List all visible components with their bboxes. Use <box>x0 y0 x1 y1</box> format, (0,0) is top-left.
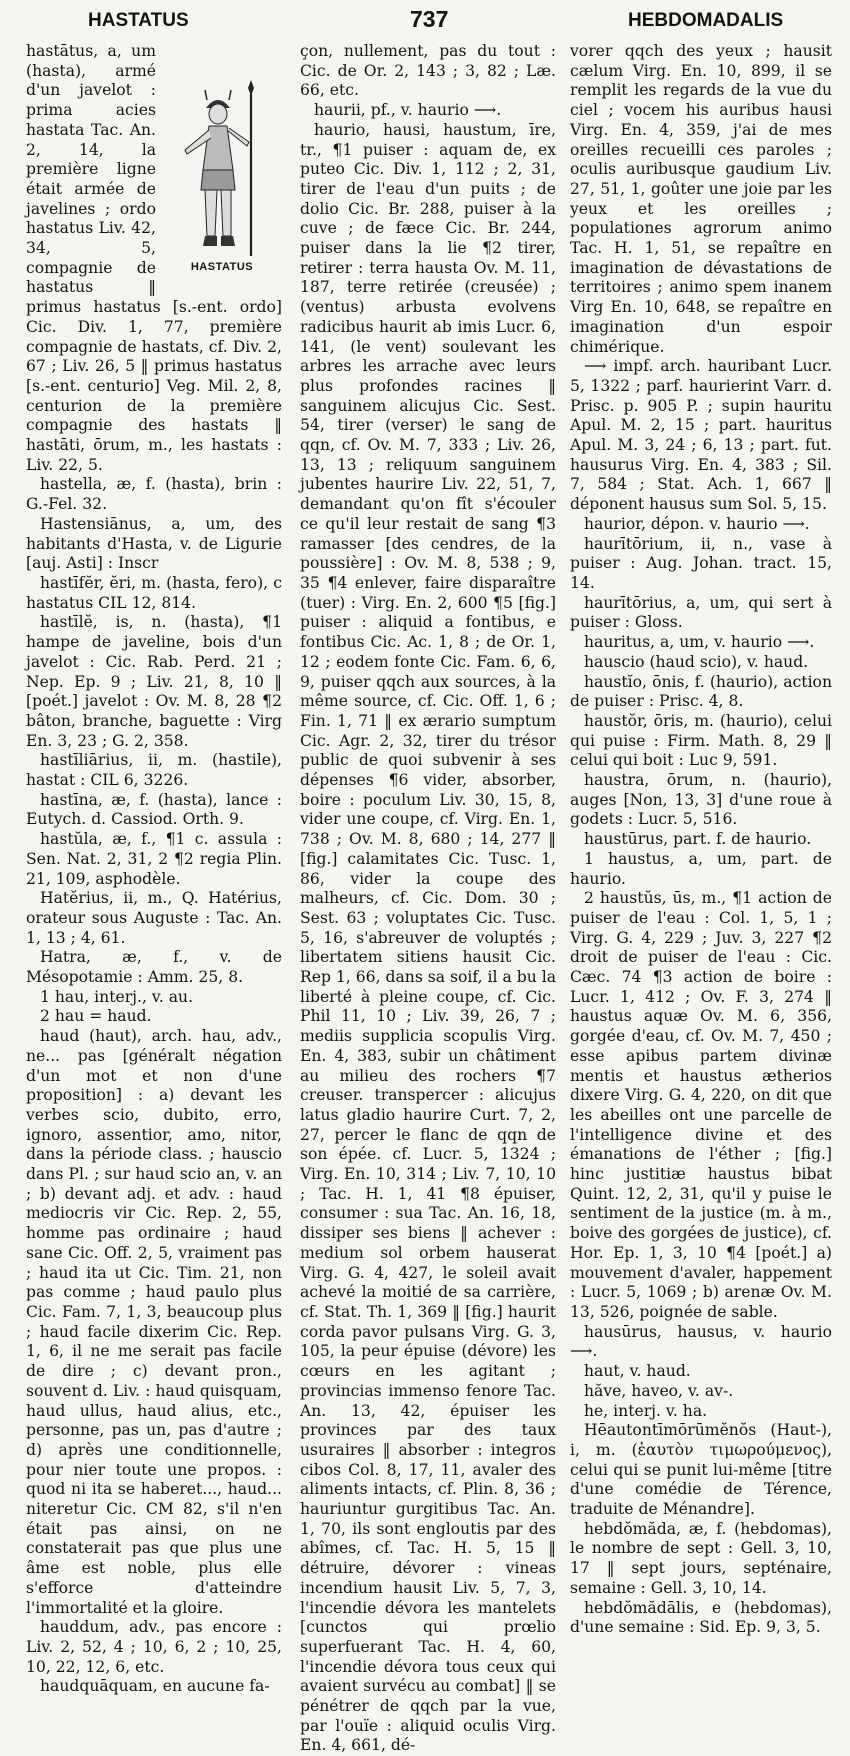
entry-haurio: haurio, hausi, haustum, īre, tr., ¶1 puiser : aquam de, ex puteo Cic. Div. 1, 112 ; 2, 31, tirer de l'eau d'un puits ; de dolio Cic. Br. 288, puiser à la cuve ; de fæce Cic. Br. 244, puiser dans la lie ¶2 tirer, retirer : terra hausta Ov. M. 11, 187, terre retirée (creusée) ; (ventus) arbusta evolvens radicibus haurit ab imis Lucr. 6, 141, (le vent) soulevant les arbres les arrache avec leurs plus profondes racines ‖ sanguinem alicujus Cic. Sest. 54, tirer (verser) le sang de qqn, cf. Ov. M. 7, 333 ; Liv. 26, 13, 13 ; reliquum sanguinem jubentes haurire Liv. 22, 51, 7, demandant qu'on fît s'écouler ce qu'il leur restait de sang ¶3 ramasser [des cendres, de la poussière] : Ov. M. 8, 538 ; 9, 35 ¶4 enlever, faire disparaître (tuer) : Virg. En. 2, 600 ¶5 [fig.] puiser : aliquid a fontibus, e fontibus Cic. Ac. 1, 8 ; de Or. 1, 12 ; eodem fonte Cic. Fam. 6, 6, 9, puiser qqch aux sources, à la même source, cf. Cic. Off. 1, 6 ; Fin. 1, 71 ‖ ex ærario sumptum Cic. Agr. 2, 32, tirer du trésor public de quoi subvenir à ses dépenses ¶6 vider, absorber, boire : poculum Liv. 30, 15, 8, vider une coupe, cf. Virg. En. 1, 738 ; Ov. M. 8, 680 ; 14, 277 ‖ [fig.] calamitates Cic. Tusc. 1, 86, vider la coupe des malheurs, cf. Cic. Dom. 30 ; Sest. 63 ; voluptates Cic. Tusc. 5, 16, s'abreuver de voluptés ; libertatem sitiens hausit Cic. Rep 1, 66, dans sa soif, il a bu la liberté à pleine coupe, cf. Cic. Phil 11, 10 ; Liv. 39, 26, 7 ; mediis supplicia scopulis Virg. En. 4, 383, subir un châtiment au milieu des rochers ¶7 creuser. transpercer : alicujus latus gladio haurire Curt. 7, 2, 27, percer le flanc de qqn de son épée. cf. Lucr. 5, 1324 ; Virg. En. 10, 314 ; Liv. 7, 10, 10 ; Tac. H. 1, 41 ¶8 épuiser, consumer : sua Tac. An. 16, 18, dissiper ses biens ‖ achever : medium sol orbem hauserat Virg. G. 4, 427, le soleil avait achevé la moitié de sa carrière, cf. Stat. Th. 1, 369 ‖ [fig.] haurit corda pavor pulsans Virg. G. 3, 105, la peur épuise (dévore) les cœurs en les agitant ; provincias immenso fenore Tac. An. 13, 42, épuiser les provinces par des taux usuraires ‖ absorber : integros cibos Col. 8, 17, 11, avaler des aliments intacts, cf. Plin. 8, 36 ; hauriuntur gurgitibus Tac. An. 1, 70, ils sont engloutis par des abîmes, cf. Tac. H. 5, 15 ‖ détruire, dévorer : vineas incendium hausit Liv. 5, 7, 3, l'incendie dévora les mantelets [cunctos qui prœlio superfuerant Tac. H. 4, 60, l'incendie dévora tous ceux qui avaient survécu au combat] ‖ se pénétrer de qqch par la vue, par l'ouïe : aliquid oculis Virg. En. 4, 661, dé- <box>300 120 556 1755</box>
entry: hastīlĕ, is, n. (hasta), ¶1 hampe de javeline, bois d'un javelot : Cic. Rab. Perd. 21 ; Nep. Ep. 9 ; Liv. 21, 8, 10 ‖ [poét.] javelot : Ov. M. 8, 28 ¶2 bâton, branche, baguette : Virg En. 3, 23 ; G. 2, 358. <box>26 613 282 750</box>
entry: haud (haut), arch. hau, adv., ne... pas [généralt négation d'un mot et non d'une proposition] : a) devant les verbes scio, dubito, erro, ignoro, assentior, amo, nitor, dans la période class. ; hauscio dans Pl. ; sur haud scio an, v. an ; b) devant adj. et adv. : haud mediocris vir Cic. Rep. 2, 55, homme pas ordinaire ; haud sane Cic. Off. 2, 5, vraiment pas ; haud ita ut Cic. Tim. 21, non pas comme ; haud paulo plus Cic. Fam. 7, 1, 3, beaucoup plus ; haud facile dixerim Cic. Rep. 1, 6, il ne me serait pas facile de dire ; c) devant pron., souvent d. Liv. : haud quisquam, haud ullus, haud alius, etc., personne, pas un, pas d'autre ; d) après une conditionnelle, pour nier toute une propos. : quod ni ita se haberet..., haud... niteretur Cic. CM 82, s'il n'en était pas ainsi, on ne constaterait pas que plus une âme est noble, plus elle s'efforce d'atteindre l'immortalité et la gloire. <box>26 1027 282 1617</box>
entry: haurītōrius, a, um, qui sert à puiser : Gloss. <box>570 593 832 632</box>
entry: haurītōrium, ii, n., vase à puiser : Aug. Johan. tract. 15, 14. <box>570 534 832 592</box>
entry: hastŭla, æ, f., ¶1 c. assula : Sen. Nat. 2, 31, 2 ¶2 regia Plin. 21, 109, asphodèle. <box>26 830 282 888</box>
hastatus-figure <box>162 86 282 281</box>
entry: hastella, æ, f. (hasta), brin : G.-Fel. 32. <box>26 475 282 514</box>
entry: hebdŏmădālis, e (hebdomas), d'une semaine : Sid. Ep. 9, 3, 5. <box>570 1598 832 1637</box>
entry: Hēautontīmōrūmĕnŏs (Haut-), i, m. (ἑαυτὸν τιμωρούμενος), celui qui se punit lui-même [titre d'une comédie de Térence, traduite de Ménandre]. <box>570 1421 832 1519</box>
entry: Hatĕrius, ii, m., Q. Hatérius, orateur sous Auguste : Tac. An. 1, 13 ; 4, 61. <box>26 889 282 947</box>
entry: haurii, pf., v. haurio ⟶. <box>314 101 502 120</box>
entry: ⟶ impf. arch. hauribant Lucr. 5, 1322 ; parf. haurierint Varr. d. Prisc. p. 905 P. ; supin hauritu Apul. M. 2, 15 ; part. hauritus Apul. M. 3, 24 ; 6, 13 ; part. fut. hausurus Virg. En. 4, 383 ; Sil. 7, 584 ; Stat. Ach. 1, 667 ‖ déponent hausus sum Sol. 5, 15. <box>570 357 832 514</box>
page-number: 737 <box>410 6 449 32</box>
entry: hauritus, a, um, v. haurio ⟶. <box>584 633 815 652</box>
entry: vorer qqch des yeux ; hausit cælum Virg. En. 10, 899, il se remplit les regards de la vue du ciel ; vocem his auribus hausi Virg. En. 4, 359, j'ai de mes oreilles recueilli ces paroles ; oculis auribusque gaudium Liv. 27, 51, 1, goûter une joie par les yeux et les oreilles ; populationes agrorum animo Tac. H. 1, 51, se repaître en imagination de dévastations de territoires ; animo spem inanem Virg En. 10, 648, se repaître en imagination d'un espoir chimérique. <box>570 42 832 356</box>
entry: hausūrus, hausus, v. haurio ⟶. <box>570 1322 832 1361</box>
entry: haustŏr, ōris, m. (haurio), celui qui puise : Firm. Math. 8, 29 ‖ celui qui boit : Luc 9, 591. <box>570 711 832 770</box>
entry: 2 haustŭs, ūs, m., ¶1 action de puiser de l'eau : Col. 1, 5, 1 ; Virg. G. 4, 229 ; Juv. 3, 227 ¶2 droit de puiser de l'eau : Cic. Cæc. 74 ¶3 action de boire : Lucr. 1, 412 ; Ov. F. 3, 274 ‖ haustus aquæ Ov. M. 6, 356, gorgée d'eau, cf. Ov. M. 7, 450 ; esse apibus partem divinæ mentis et haustus ætherios dixere Virg. G. 4, 220, on dit que les abeilles ont une parcelle de l'intelligence divine et des émanations de l'éther ; [fig.] hinc justitiæ haustus bibat Quint. 12, 2, 31, qu'il y puise le sentiment de la justice (m. à m., boive des gorgées de justice), cf. Hor. Ep. 1, 3, 10 ¶4 [poét.] a) mouvement d'avaler, happement : Lucr. 5, 1069 ; b) arenæ Ov. M. 13, 526, poignée de sable. <box>570 889 832 1321</box>
entry: haudquāquam, en aucune fa- <box>40 1677 270 1696</box>
entry: hăve, haveo, v. av-. <box>584 1381 734 1400</box>
entry-hastatus: hastātus, a, um (hasta), armé d'un javelot : prima acies hastata Tac. An. 2, 14, la première ligne était armée de javelines ; ordo hastatus Liv. 42, 34, 5, compagnie de hastatus ‖ primus hastatus [s.-ent. ordo] Cic. Div. 1, 77, première compagnie de hastats, cf. Div. 2, 67 ; Liv. 26, 5 ‖ primus hastatus [s.-ent. centurio] Veg. Mil. 2, 8, centurion de la première compagnie des hastats ‖ hastāti, ōrum, m., les hastats : Liv. 22, 5. <box>26 42 282 474</box>
entry: hebdŏmăda, æ, f. (hebdomas), le nombre de sept : Gell. 3, 10, 17 ‖ sept jours, septénaire, semaine : Gell. 3, 10, 14. <box>570 1519 832 1597</box>
entry: 1 haustus, a, um, part. de haurio. <box>570 849 832 888</box>
running-head-left: HASTATUS <box>88 10 189 31</box>
entry: 2 hau = haud. <box>40 1007 152 1026</box>
entry: hauscio (haud scio), v. haud. <box>584 652 809 671</box>
soldier-illustration <box>177 86 267 258</box>
running-head-right: HEBDOMADALIS <box>628 10 784 31</box>
entry: haustĭo, ōnis, f. (haurio), action de puiser : Prisc. 4, 8. <box>570 672 832 711</box>
entry: haustra, ōrum, n. (haurio), auges [Non, 13, 3] d'une roue à godets : Lucr. 5, 516. <box>570 771 832 829</box>
entry: çon, nullement, pas du tout : Cic. de Or. 2, 143 ; 3, 82 ; Læ. 66, etc. <box>300 42 556 100</box>
column-3 <box>570 42 832 1637</box>
entry: Hastensiānus, a, um, des habitants d'Hasta, v. de Ligurie [auj. Asti] : Inscr <box>26 514 282 573</box>
column-1 <box>26 42 282 1696</box>
entry: he, interj. v. ha. <box>584 1401 708 1420</box>
entry: 1 hau, interj., v. au. <box>40 987 194 1006</box>
entry: Hatra, æ, f., v. de Mésopotamie : Amm. 25, 8. <box>26 948 282 987</box>
page-header <box>0 6 850 36</box>
column-2 <box>300 42 556 1755</box>
figure-caption: HASTATUS <box>190 261 254 273</box>
entry: hastīliārius, ii, m. (hastile), hastat : CIL 6, 3226. <box>26 751 282 790</box>
entry: hastīna, æ, f. (hasta), lance : Eutych. d. Cassiod. Orth. 9. <box>26 790 282 829</box>
entry: haustūrus, part. f. de haurio. <box>584 830 812 849</box>
entry: haurior, dépon. v. haurio ⟶. <box>584 514 810 533</box>
entry: hastīfĕr, ĕri, m. (hasta, fero), c hastatus CIL 12, 814. <box>26 573 282 612</box>
entry: haut, v. haud. <box>584 1362 691 1381</box>
entry: hauddum, adv., pas encore : Liv. 2, 52, 4 ; 10, 6, 2 ; 10, 25, 10, 22, 12, 6, etc. <box>26 1618 282 1676</box>
